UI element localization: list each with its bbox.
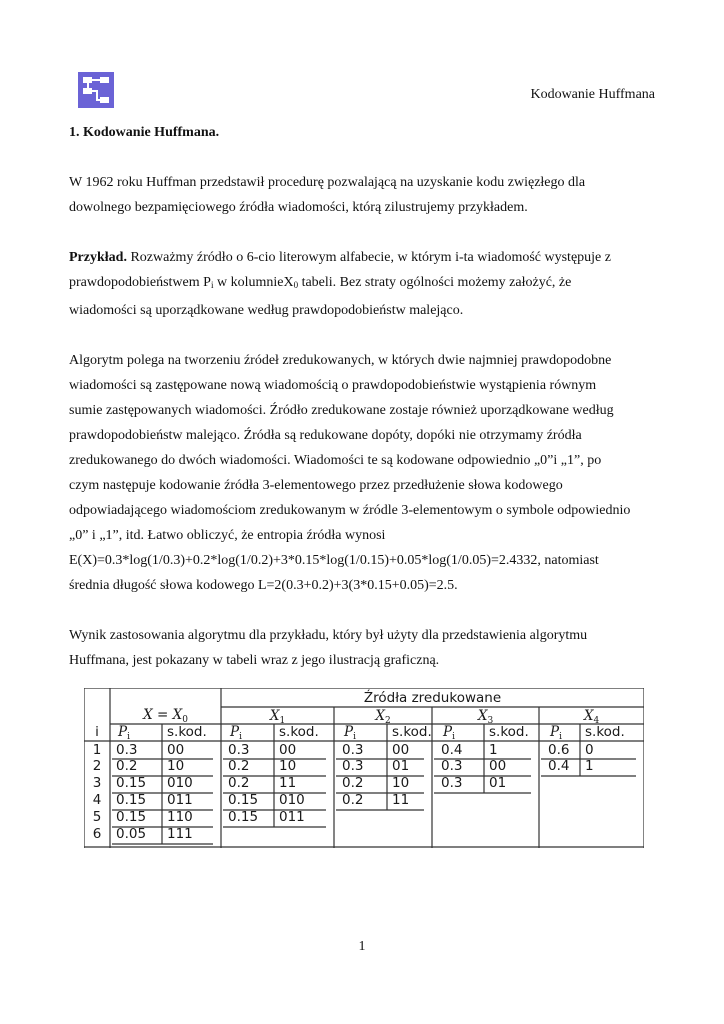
probability-cell: 0.2 bbox=[116, 758, 138, 774]
probability-cell: 0.3 bbox=[116, 742, 138, 758]
subscript: 0 bbox=[293, 280, 299, 290]
source-label-x3: $X_3$ bbox=[477, 708, 494, 726]
huffman-table bbox=[84, 688, 644, 848]
codeword-cell: 011 bbox=[167, 792, 193, 808]
probability-cell: 0.3 bbox=[441, 775, 463, 791]
codeword-cell: 10 bbox=[392, 775, 410, 791]
probability-header: $P_i$ bbox=[443, 724, 455, 742]
probability-cell: 0.6 bbox=[548, 742, 570, 758]
probability-cell: 0.2 bbox=[228, 775, 250, 791]
codeword-cell: 1 bbox=[489, 742, 498, 758]
paragraph-line: wiadomości są uporządkowane według prawdopodobieństw malejąco. bbox=[69, 303, 464, 318]
document-body bbox=[69, 120, 659, 673]
paragraph-result bbox=[69, 623, 659, 673]
row-index: 5 bbox=[92, 809, 102, 825]
example-text: prawdopodobieństwem P bbox=[69, 275, 211, 290]
probability-cell: 0.15 bbox=[116, 792, 147, 808]
source-label-x4: $X_4$ bbox=[583, 708, 600, 726]
paragraph-intro bbox=[69, 170, 659, 220]
probability-cell: 0.3 bbox=[342, 742, 364, 758]
codeword-cell: 00 bbox=[489, 758, 507, 774]
page-number: 1 bbox=[358, 939, 366, 954]
paragraph-algorithm bbox=[69, 348, 659, 598]
code-header: s.kod. bbox=[167, 724, 207, 740]
paragraph-line: zredukowanego do dwóch wiadomości. Wiadomości te są kodowane odpowiednio „0”i „1”, po bbox=[69, 453, 602, 468]
code-header: s.kod. bbox=[585, 724, 625, 740]
codeword-cell: 01 bbox=[392, 758, 410, 774]
codeword-cell: 010 bbox=[167, 775, 193, 791]
probability-cell: 0.3 bbox=[441, 758, 463, 774]
codeword-cell: 111 bbox=[167, 826, 193, 842]
paragraph-line: Algorytm polega na tworzeniu źródeł zredukowanych, w których dwie najmniej prawdopodobne bbox=[69, 353, 612, 368]
codeword-cell: 11 bbox=[279, 775, 297, 791]
row-index: 3 bbox=[92, 775, 102, 791]
example-label: Przykład. bbox=[69, 250, 127, 265]
codeword-cell: 0 bbox=[585, 742, 594, 758]
probability-cell: 0.2 bbox=[228, 758, 250, 774]
codeword-cell: 1 bbox=[585, 758, 594, 774]
probability-cell: 0.4 bbox=[441, 742, 463, 758]
paragraph-line: W 1962 roku Huffman przedstawił procedurę pozwalającą na uzyskanie kodu zwięzłego dla bbox=[69, 175, 586, 190]
example-text: tabeli. Bez straty ogólności możemy założyć, że bbox=[298, 275, 572, 290]
huffman-table-svg bbox=[84, 688, 644, 848]
paragraph-line: średnia długość słowa kodowego L=2(0.3+0.2)+3(3*0.15+0.05)=2.5. bbox=[69, 578, 458, 593]
source-label-x0: $X = X_0$ bbox=[143, 707, 188, 725]
row-index: 6 bbox=[92, 826, 102, 842]
paragraph-line: wiadomości są zastępowane nową wiadomością o prawdopodobieństwie wystąpienia równym bbox=[69, 378, 597, 393]
probability-cell: 0.2 bbox=[342, 792, 364, 808]
row-index: 4 bbox=[92, 792, 102, 808]
codeword-cell: 010 bbox=[279, 792, 305, 808]
flowchart-logo-icon bbox=[78, 72, 114, 108]
paragraph-line bbox=[69, 245, 659, 270]
code-header: s.kod. bbox=[279, 724, 319, 740]
codeword-cell: 00 bbox=[392, 742, 410, 758]
probability-cell: 0.15 bbox=[228, 792, 259, 808]
subscript: i bbox=[210, 280, 214, 290]
probability-cell: 0.15 bbox=[116, 809, 147, 825]
probability-header: $P_i$ bbox=[230, 724, 242, 742]
codeword-cell: 01 bbox=[489, 775, 507, 791]
probability-header: $P_i$ bbox=[344, 724, 356, 742]
code-header: s.kod. bbox=[489, 724, 529, 740]
probability-cell: 0.15 bbox=[116, 775, 147, 791]
index-header: i bbox=[95, 724, 99, 740]
codeword-cell: 10 bbox=[279, 758, 297, 774]
paragraph-example bbox=[69, 245, 659, 323]
reduced-sources-header: Źródła zredukowane bbox=[363, 690, 502, 706]
codeword-cell: 10 bbox=[167, 758, 185, 774]
probability-cell: 0.3 bbox=[228, 742, 250, 758]
code-header: s.kod. bbox=[392, 724, 432, 740]
section-title: 1. Kodowanie Huffmana. bbox=[69, 125, 220, 140]
paragraph-line: czym następuje kodowanie źródła 3-elementowego przez przedłużenie słowa kodowego bbox=[69, 478, 563, 493]
probability-cell: 0.4 bbox=[548, 758, 570, 774]
example-text: Rozważmy źródło o 6-cio literowym alfabecie, w którym i-ta wiadomość występuje z bbox=[126, 250, 611, 265]
paragraph-line: prawdopodobieństw malejąco. Źródła są redukowane dopóty, dopóki nie otrzymamy źródła bbox=[69, 428, 582, 443]
codeword-cell: 00 bbox=[167, 742, 185, 758]
paragraph-line bbox=[69, 270, 659, 298]
paragraph-line: „0” i „1”, itd. Łatwo obliczyć, że entropia źródła wynosi bbox=[69, 528, 386, 543]
probability-header: $P_i$ bbox=[118, 724, 130, 742]
probability-cell: 0.05 bbox=[116, 826, 147, 842]
codeword-cell: 110 bbox=[167, 809, 193, 825]
paragraph-line: dowolnego bezpamięciowego źródła wiadomości, którą zilustrujemy przykładem. bbox=[69, 200, 528, 215]
paragraph-line: Huffmana, jest pokazany w tabeli wraz z jego ilustracją graficzną. bbox=[69, 653, 440, 668]
probability-cell: 0.3 bbox=[342, 758, 364, 774]
paragraph-line: Wynik zastosowania algorytmu dla przykładu, który był użyty dla przedstawienia algorytmu bbox=[69, 628, 588, 643]
probability-cell: 0.15 bbox=[228, 809, 259, 825]
paragraph-line: odpowiadającego wiadomościom zredukowanym w źródle 3-elementowym o symbole odpowiednio bbox=[69, 503, 631, 518]
example-text: w kolumnieX bbox=[213, 275, 294, 290]
probability-cell: 0.2 bbox=[342, 775, 364, 791]
codeword-cell: 11 bbox=[392, 792, 410, 808]
row-index: 2 bbox=[92, 758, 102, 774]
probability-header: $P_i$ bbox=[550, 724, 562, 742]
codeword-cell: 011 bbox=[279, 809, 305, 825]
paragraph-line: sumie zastępowanych wiadomości. Źródło zredukowane zostaje również uporządkowane według bbox=[69, 403, 614, 418]
running-header-title: Kodowanie Huffmana bbox=[530, 87, 655, 102]
source-label-x1: $X_1$ bbox=[269, 708, 286, 726]
row-index: 1 bbox=[92, 742, 102, 758]
paragraph-line: E(X)=0.3*log(1/0.3)+0.2*log(1/0.2)+3*0.15*log(1/0.15)+0.05*log(1/0.05)=2.4332, natomiast bbox=[69, 553, 599, 568]
source-label-x2: $X_2$ bbox=[375, 708, 391, 726]
codeword-cell: 00 bbox=[279, 742, 297, 758]
